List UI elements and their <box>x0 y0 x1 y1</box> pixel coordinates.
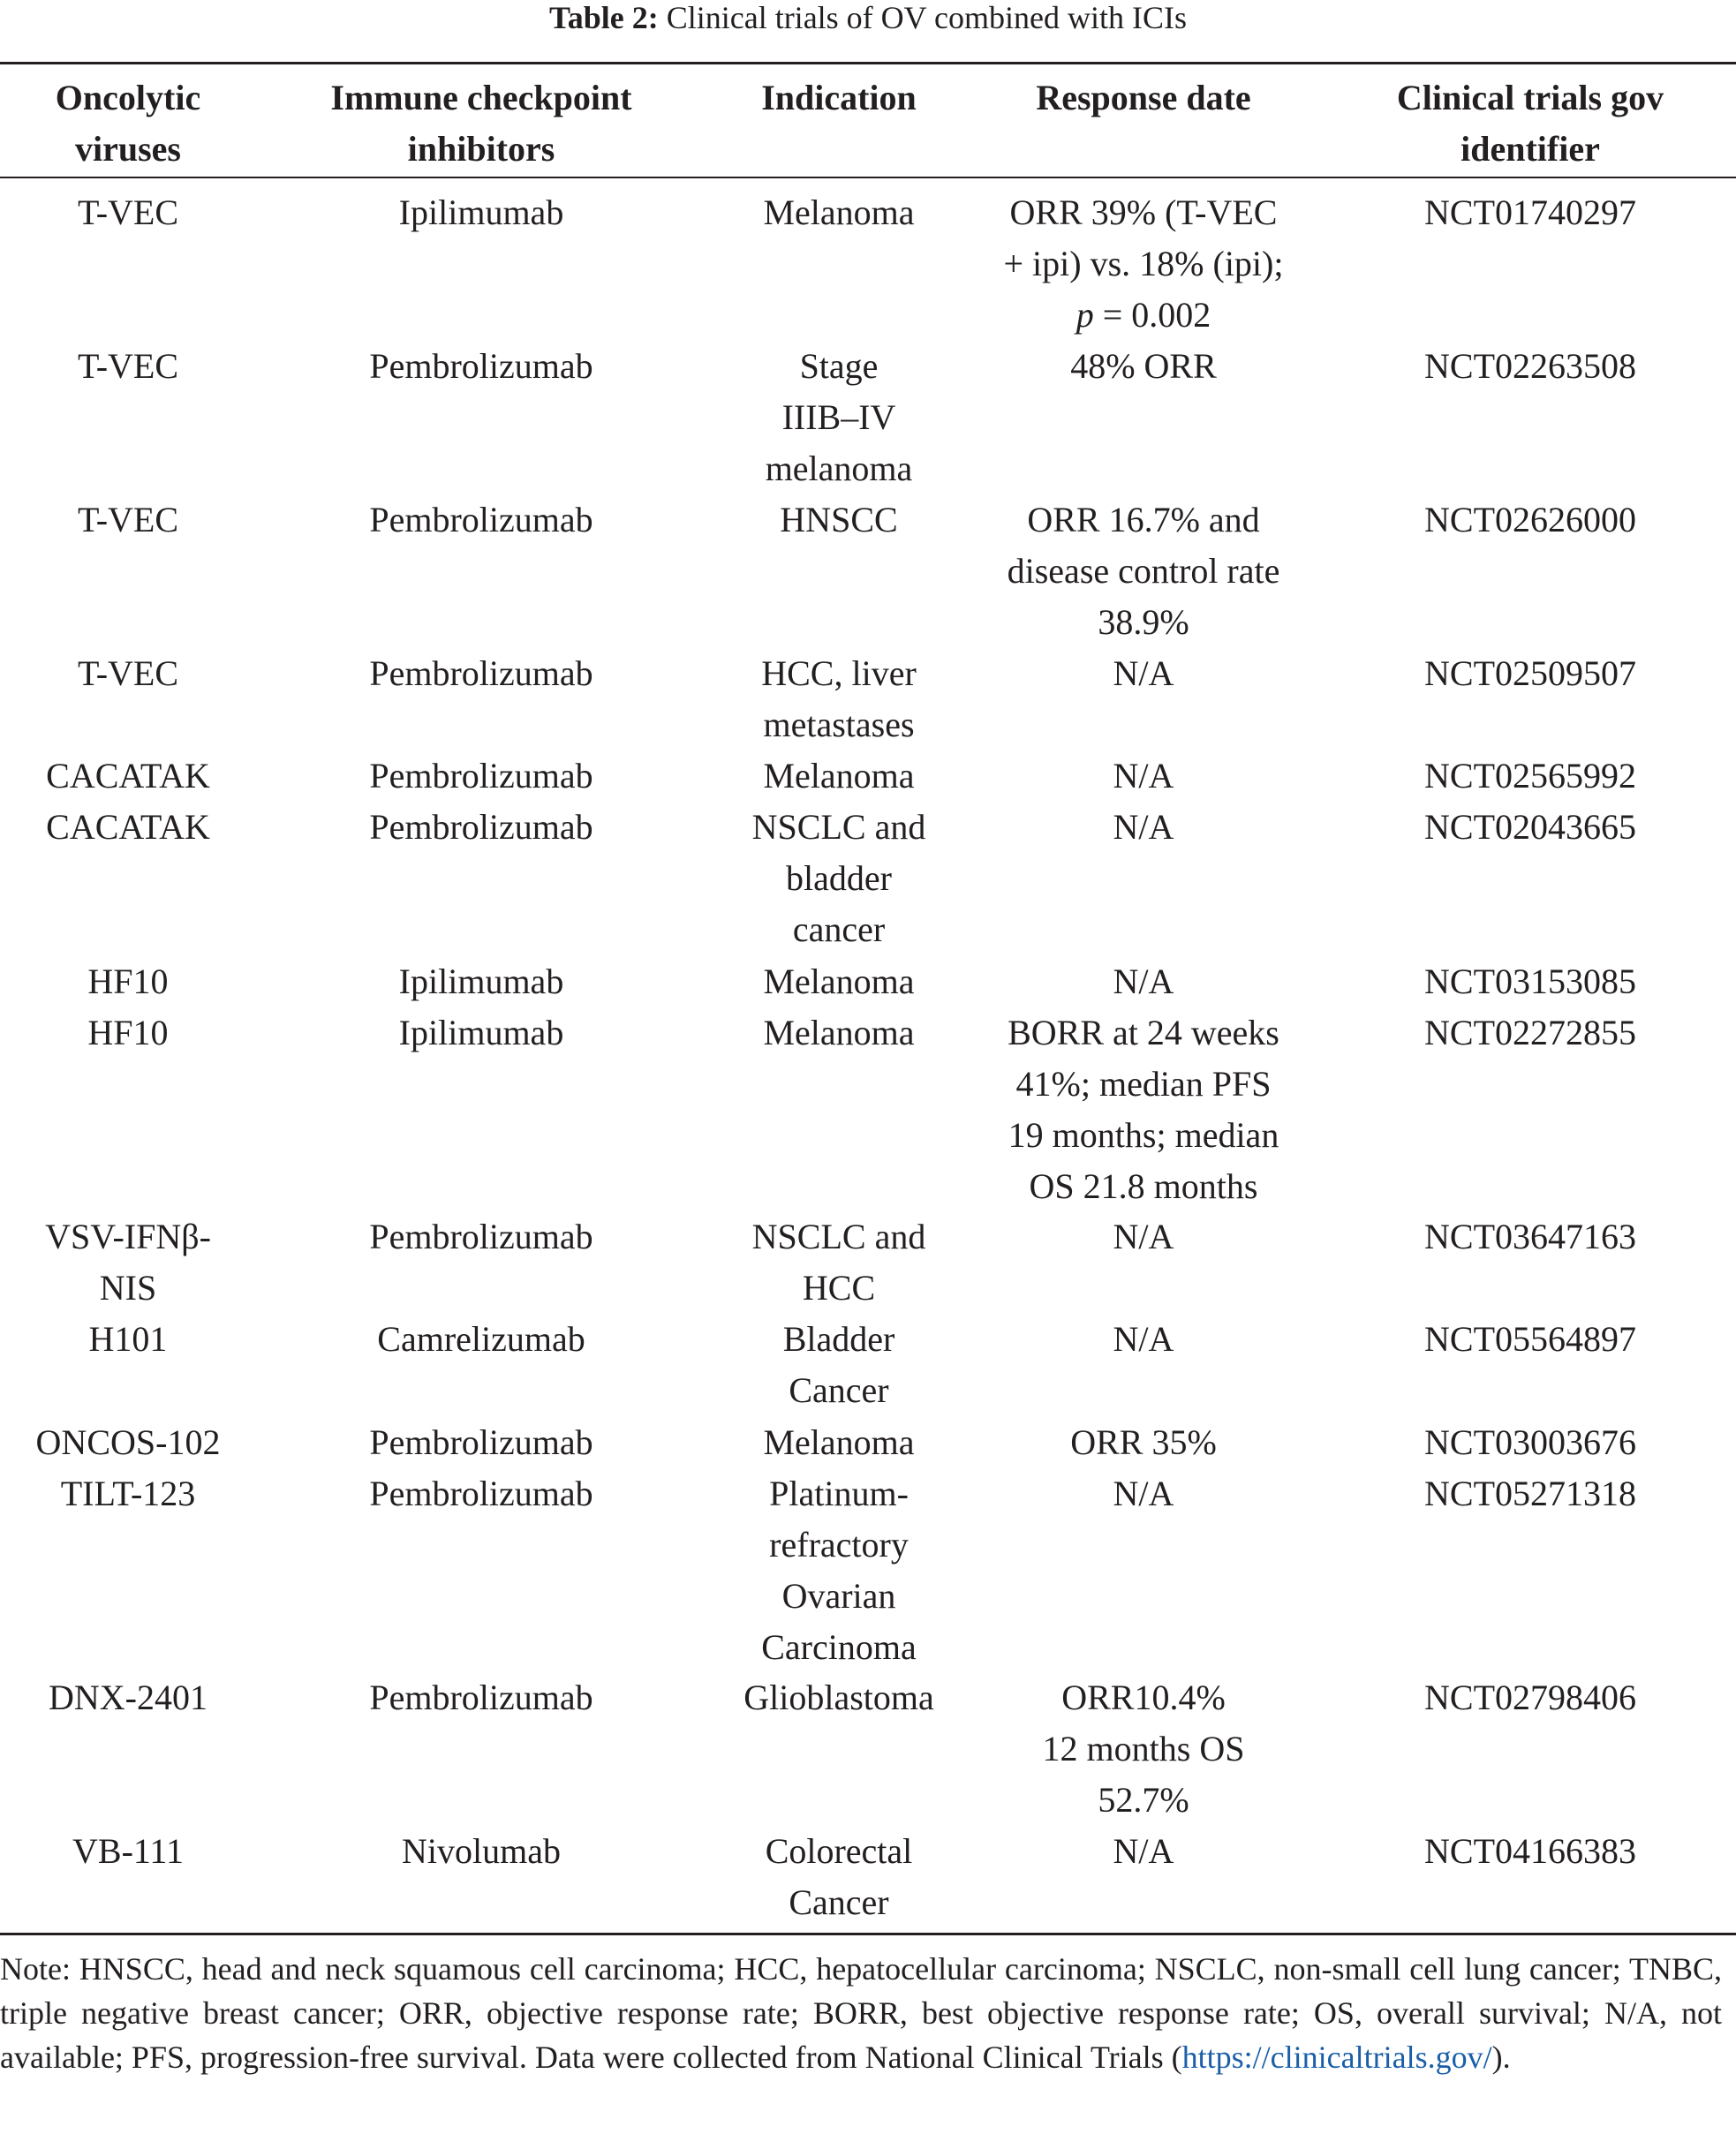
header-immune-checkpoint-inhibitors: Immune checkpoint inhibitors <box>330 78 632 169</box>
cell-virus: T-VEC <box>77 346 179 386</box>
cell-response: 48% ORR <box>1070 346 1217 386</box>
cell-identifier: NCT05564897 <box>1424 1319 1636 1359</box>
cell-indication: Melanoma <box>763 756 915 796</box>
cell-indication: Melanoma <box>763 961 915 1001</box>
cell-virus: HF10 <box>87 1013 169 1052</box>
cell-identifier: NCT03647163 <box>1424 1217 1636 1256</box>
table-header-rule <box>0 177 1736 178</box>
cell-response: ORR 16.7% and disease control rate 38.9% <box>1007 500 1280 642</box>
cell-response: ORR 35% <box>1070 1422 1217 1462</box>
cell-inhibitor: Ipilimumab <box>398 961 564 1001</box>
table-caption-label: Table 2: <box>549 0 659 35</box>
table-bottom-rule <box>0 1933 1736 1935</box>
cell-response: N/A <box>1113 756 1174 796</box>
cell-identifier: NCT03003676 <box>1424 1422 1636 1462</box>
cell-indication: NSCLC and HCC <box>751 1217 926 1308</box>
cell-indication: HCC, liver metastases <box>761 653 917 744</box>
cell-inhibitor: Pembrolizumab <box>369 1217 593 1256</box>
header-clinical-trials-identifier: Clinical trials gov identifier <box>1396 78 1664 169</box>
cell-response: N/A <box>1113 1217 1174 1256</box>
cell-response: N/A <box>1113 653 1174 693</box>
cell-inhibitor: Pembrolizumab <box>369 1422 593 1462</box>
cell-indication: Melanoma <box>763 1422 915 1462</box>
cell-identifier: NCT04166383 <box>1424 1831 1636 1871</box>
cell-virus: T-VEC <box>77 653 179 693</box>
cell-identifier: NCT02565992 <box>1424 756 1636 796</box>
cell-identifier: NCT01740297 <box>1424 192 1636 232</box>
cell-inhibitor: Pembrolizumab <box>369 807 593 847</box>
cell-indication: Glioblastoma <box>743 1678 934 1717</box>
cell-virus: DNX-2401 <box>49 1678 208 1717</box>
cell-inhibitor: Pembrolizumab <box>369 1678 593 1717</box>
cell-virus: TILT-123 <box>60 1474 196 1513</box>
table-caption-text: Clinical trials of OV combined with ICIs <box>658 0 1187 35</box>
cell-response: ORR10.4% 12 months OS 52.7% <box>1042 1678 1245 1820</box>
table-caption <box>0 0 1736 39</box>
cell-virus: T-VEC <box>77 192 179 232</box>
cell-inhibitor: Pembrolizumab <box>369 756 593 796</box>
cell-indication: Platinum- refractory Ovarian Carcinoma <box>761 1474 917 1667</box>
cell-virus: HF10 <box>87 961 169 1001</box>
cell-identifier: NCT02509507 <box>1424 653 1636 693</box>
cell-identifier: NCT02263508 <box>1424 346 1636 386</box>
cell-indication: Bladder Cancer <box>782 1319 895 1410</box>
cell-indication: Melanoma <box>763 1013 915 1052</box>
cell-response: N/A <box>1113 1831 1174 1871</box>
cell-inhibitor: Pembrolizumab <box>369 346 593 386</box>
cell-inhibitor: Pembrolizumab <box>369 500 593 539</box>
cell-virus: CACATAK <box>46 756 210 796</box>
footnote-text: Note: HNSCC, head and neck squamous cell carcinoma; HCC, hepatocellular carcinoma; NSCLC, non-small cell lung cancer; TNBC, triple negative breast cancer; ORR, objective response rate; BORR, best objective response rate; OS, overall survival; N/A, not available; PFS, progression-free survival. Data were collected from National Clinical Trials ( <box>0 1951 1722 2075</box>
cell-response: BORR at 24 weeks 41%; median PFS 19 months; median OS 21.8 months <box>1008 1013 1279 1206</box>
cell-response: N/A <box>1113 1319 1174 1359</box>
cell-indication: Stage IIIB–IV melanoma <box>765 346 913 488</box>
cell-indication: Melanoma <box>763 192 915 232</box>
cell-inhibitor: Ipilimumab <box>398 192 564 232</box>
table-top-rule <box>0 62 1736 64</box>
clinicaltrials-link[interactable]: https://clinicaltrials.gov/ <box>1181 2040 1492 2075</box>
cell-inhibitor: Camrelizumab <box>377 1319 585 1359</box>
cell-virus: H101 <box>88 1319 168 1359</box>
cell-virus: VB-111 <box>72 1831 184 1871</box>
cell-response: N/A <box>1113 1474 1174 1513</box>
cell-inhibitor: Ipilimumab <box>398 1013 564 1052</box>
cell-virus: ONCOS-102 <box>35 1422 221 1462</box>
footnote-tail: ). <box>1491 2040 1511 2075</box>
cell-virus: T-VEC <box>77 500 179 539</box>
cell-indication: NSCLC and bladder cancer <box>751 807 926 949</box>
cell-response: N/A <box>1113 961 1174 1001</box>
header-indication: Indication <box>761 78 917 117</box>
cell-identifier: NCT03153085 <box>1424 961 1636 1001</box>
cell-identifier: NCT02043665 <box>1424 807 1636 847</box>
cell-response: ORR 39% (T-VEC + ipi) vs. 18% (ipi); p = 0.002 <box>1003 192 1284 335</box>
cell-identifier: NCT02798406 <box>1424 1678 1636 1717</box>
cell-indication: HNSCC <box>780 500 898 539</box>
cell-indication: Colorectal Cancer <box>765 1831 913 1922</box>
cell-virus: VSV-IFNβ- NIS <box>45 1217 211 1308</box>
cell-inhibitor: Pembrolizumab <box>369 653 593 693</box>
cell-virus: CACATAK <box>46 807 210 847</box>
table-footnote <box>0 1947 1722 2079</box>
cell-response: N/A <box>1113 807 1174 847</box>
header-response-date: Response date <box>1036 78 1251 117</box>
cell-identifier: NCT05271318 <box>1424 1474 1636 1513</box>
cell-inhibitor: Nivolumab <box>402 1831 561 1871</box>
cell-identifier: NCT02626000 <box>1424 500 1636 539</box>
header-oncolytic-viruses: Oncolytic viruses <box>55 78 201 169</box>
cell-inhibitor: Pembrolizumab <box>369 1474 593 1513</box>
cell-identifier: NCT02272855 <box>1424 1013 1636 1052</box>
